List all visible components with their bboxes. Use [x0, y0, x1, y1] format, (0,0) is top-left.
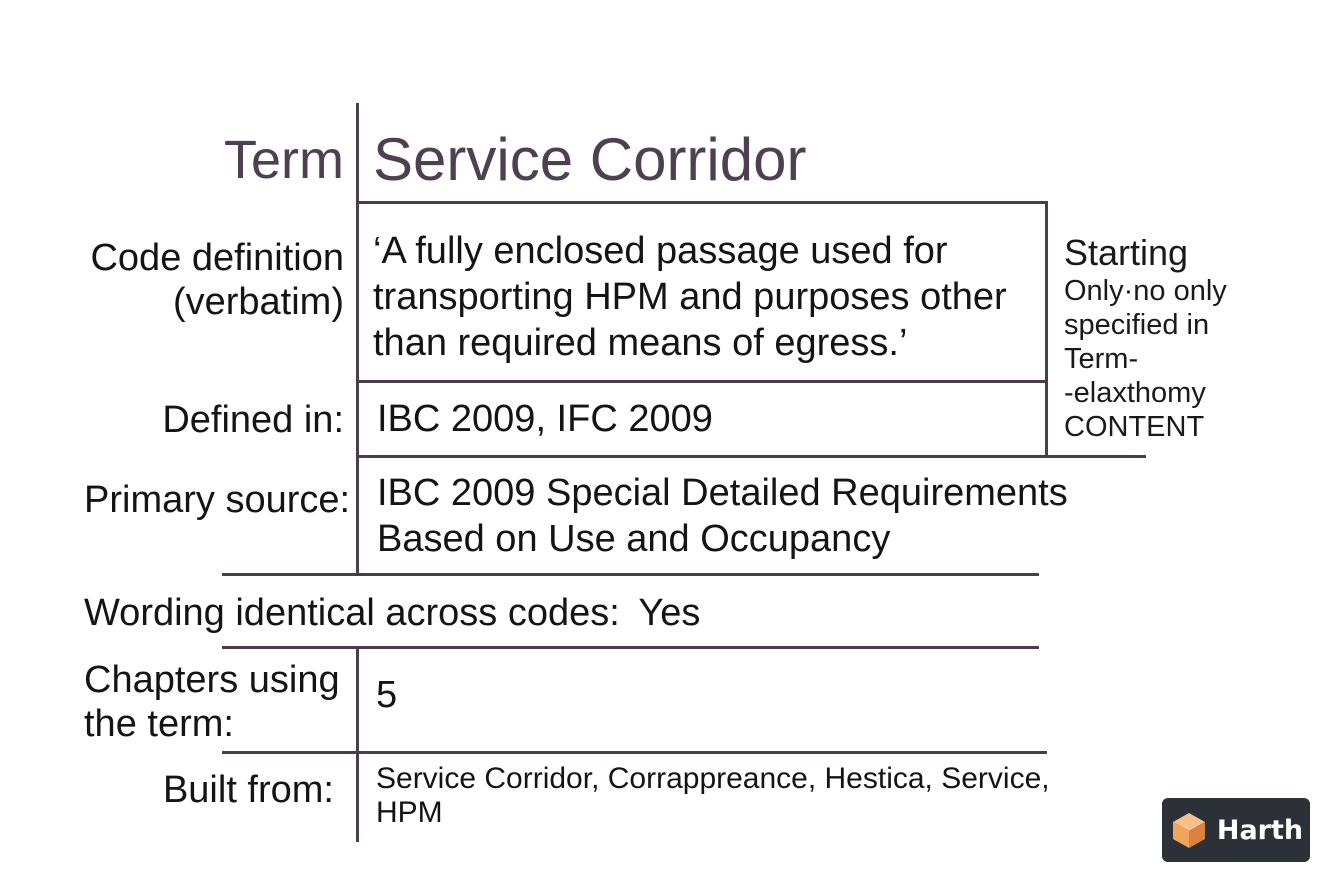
- side-note-line: CONTENT: [1064, 411, 1205, 443]
- primary-source-line: IBC 2009 Special Detailed Requirements: [377, 472, 1068, 514]
- badge-text: Harth: [1216, 814, 1304, 846]
- term-value: Service Corridor: [373, 126, 807, 193]
- primary-source-line: Based on Use and Occupancy: [377, 518, 891, 560]
- side-note: [1064, 232, 1227, 444]
- primary-source-value: [377, 470, 1068, 562]
- built-from-label: Built from:: [162, 769, 334, 811]
- definition-line: ‘A fully enclosed passage used for: [373, 230, 948, 272]
- code-definition-value: [373, 228, 1038, 366]
- built-from-value: [376, 762, 1050, 830]
- built-from-line: Service Corridor, Corrappreance, Hestica, Service,: [376, 762, 1050, 795]
- definition-line: transporting HPM and purposes other: [373, 276, 1007, 318]
- side-note-line: specified in: [1064, 309, 1210, 341]
- code-definition-label: [40, 236, 344, 324]
- wording-row-divider: [222, 646, 1039, 649]
- wording-identical-label: Wording identical across codes:: [84, 592, 620, 634]
- side-note-line: Term-: [1064, 343, 1139, 375]
- code-definition-label-line2: (verbatim): [172, 281, 344, 323]
- cube-logo-icon: [1169, 810, 1209, 850]
- harth-badge[interactable]: [1162, 798, 1310, 862]
- primary-source-label: Primary source:: [84, 479, 351, 521]
- definition-box-right-border: [1045, 202, 1048, 457]
- chapters-label: [84, 658, 340, 746]
- side-note-line: -elaxthomy: [1064, 377, 1206, 409]
- side-note-heading: Starting: [1064, 232, 1189, 273]
- defined-in-label: Defined in:: [162, 399, 344, 441]
- definition-box-top-border: [356, 201, 1048, 204]
- lower-vertical-divider: [356, 648, 359, 842]
- definition-line: than required means of egress.’: [373, 322, 908, 364]
- wording-identical-row: [84, 591, 700, 635]
- chapters-label-line2: the term:: [84, 703, 234, 745]
- chapters-value: 5: [376, 674, 398, 716]
- definition-row-divider: [356, 380, 1048, 383]
- main-vertical-divider: [356, 103, 359, 575]
- primary-source-row-divider: [222, 573, 1039, 576]
- built-from-line: HPM: [376, 796, 443, 829]
- chapters-row-divider: [222, 751, 1047, 754]
- chapters-label-line1: Chapters using: [84, 659, 340, 701]
- defined-in-row-divider: [356, 455, 1146, 458]
- defined-in-value: IBC 2009, IFC 2009: [377, 398, 713, 440]
- term-label: Term: [224, 130, 344, 190]
- side-note-line: Only·no only: [1064, 275, 1227, 307]
- code-definition-label-line1: Code definition: [90, 237, 344, 279]
- wording-identical-value: Yes: [638, 592, 701, 634]
